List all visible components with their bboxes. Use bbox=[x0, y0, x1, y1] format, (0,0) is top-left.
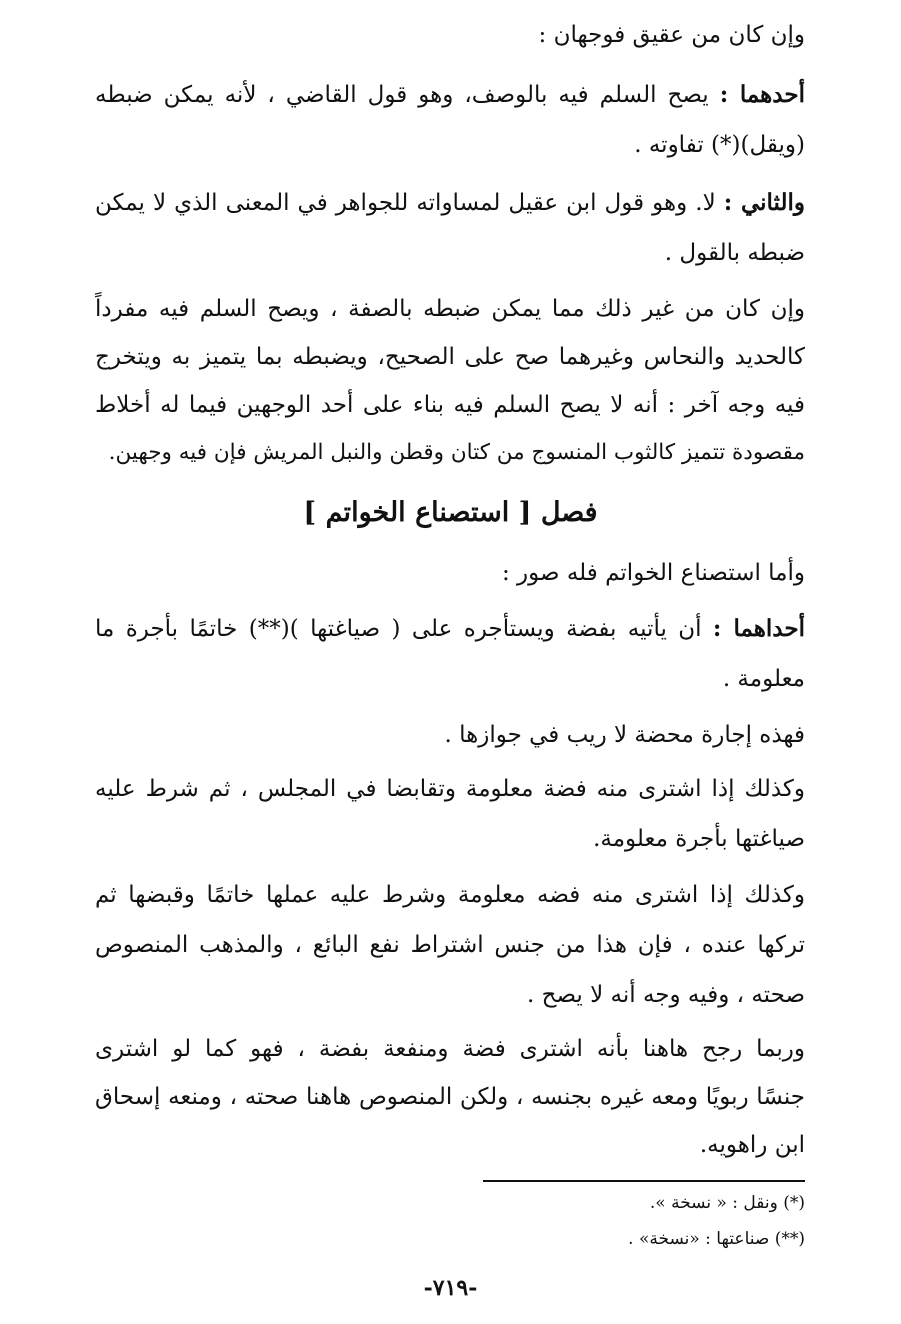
text-line-5: ضبطه بالقول . bbox=[664, 240, 805, 266]
text-line-10: وأما استصناع الخواتم فله صور : bbox=[501, 560, 805, 586]
footnote-1: (*) ونقل : « نسخة ». bbox=[649, 1193, 805, 1213]
text-line-12: معلومة . bbox=[722, 666, 805, 692]
text-line-1: وإن كان من عقيق فوجهان : bbox=[538, 22, 805, 48]
text-line-21: ابن راهويه. bbox=[699, 1132, 805, 1158]
page-number: -٧١٩- bbox=[423, 1275, 478, 1301]
text-line-15: صياغتها بأجرة معلومة. bbox=[593, 826, 805, 852]
text-line-19: وربما رجح هاهنا بأنه اشترى فضة ومنفعة بفضة ، فهو كما لو اشترى bbox=[95, 1036, 805, 1062]
text-line-17: تركها عنده ، فإن هذا من جنس اشتراط نفع البائع ، والمذهب المنصوص bbox=[95, 932, 805, 958]
first-form-label: أحداهما : bbox=[712, 615, 805, 642]
text-line-6: وإن كان من غير ذلك مما يمكن ضبطه بالصفة ، ويصح السلم فيه مفرداً bbox=[95, 296, 805, 322]
text-line-2-body: يصح السلم فيه بالوصف، وهو قول القاضي ، لأنه يمكن ضبطه bbox=[95, 82, 720, 108]
footnote-separator bbox=[483, 1180, 805, 1182]
text-line-14: وكذلك إذا اشترى منه فضة معلومة وتقابضا في المجلس ، ثم شرط عليه bbox=[95, 776, 805, 802]
text-line-18: صحته ، وفيه وجه أنه لا يصح . bbox=[526, 982, 805, 1008]
first-view-label: أحدهما : bbox=[719, 81, 805, 108]
section-heading: فصل [ استصناع الخواتم ] bbox=[303, 497, 598, 528]
second-view-label: والثاني : bbox=[723, 189, 805, 216]
text-line-4 bbox=[95, 188, 805, 218]
text-line-16: وكذلك إذا اشترى منه فضه معلومة وشرط عليه عملها خاتمًا وقبضها ثم bbox=[95, 882, 805, 908]
text-line-8: فيه وجه آخر : أنه لا يصح السلم فيه بناء على أحد الوجهين فيما له أخلاط bbox=[95, 392, 805, 418]
text-line-11 bbox=[95, 614, 805, 644]
text-line-4-body: لا. وهو قول ابن عقيل لمساواته للجواهر في المعنى الذي لا يمكن bbox=[95, 190, 724, 216]
text-line-9: مقصودة تتميز كالثوب المنسوج من كتان وقطن والنبل المريش فإن فيه وجهين. bbox=[108, 440, 805, 465]
text-line-7: كالحديد والنحاس وغيرهما صح على الصحيح، ويضبطه بما يتميز به ويتخرج bbox=[95, 344, 805, 370]
text-line-20: جنسًا ربويًا ومعه غيره بجنسه ، ولكن المنصوص هاهنا صحته ، ومنعه إسحاق bbox=[95, 1084, 805, 1110]
text-line-13: فهذه إجارة محضة لا ريب في جوازها . bbox=[444, 722, 805, 748]
text-line-11-body: أن يأتيه بفضة ويستأجره على ( صياغتها )(**) خاتمًا بأجرة ما bbox=[95, 616, 713, 642]
footnote-2: (**) صناعتها : «نسخة» . bbox=[628, 1229, 805, 1249]
text-line-3: (ويقل)(*) تفاوته . bbox=[634, 132, 805, 158]
text-line-2 bbox=[95, 80, 805, 110]
